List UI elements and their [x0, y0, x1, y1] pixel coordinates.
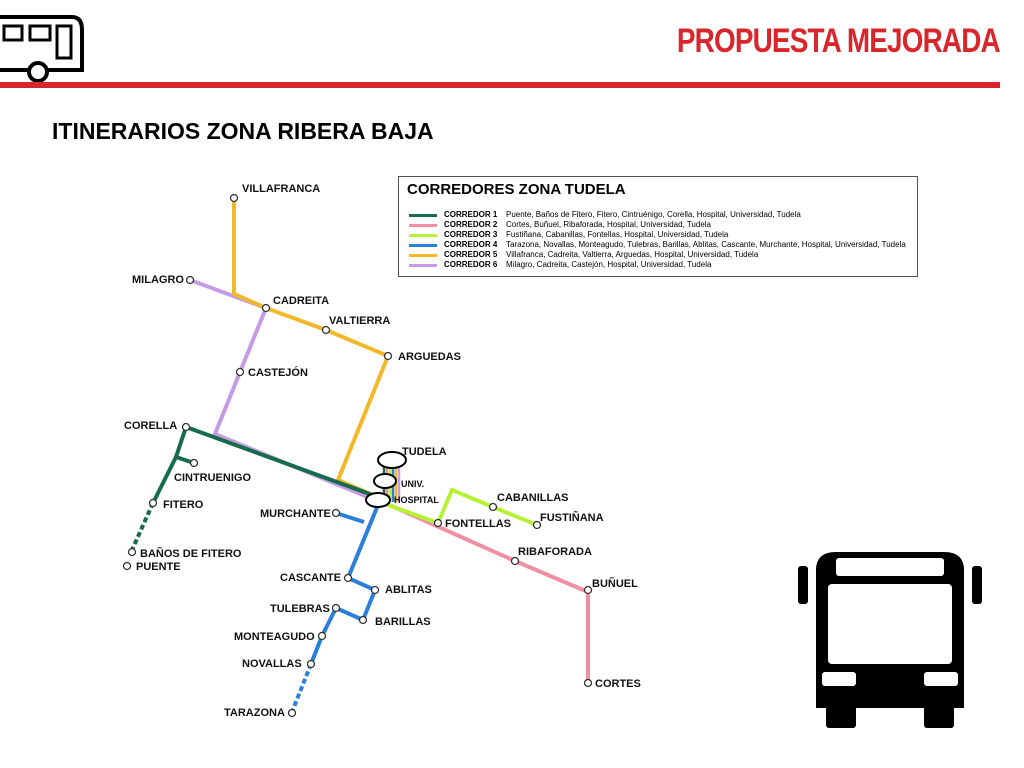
label-murchante: MURCHANTE — [260, 508, 331, 520]
hospital-stop — [366, 493, 390, 507]
label-monteagudo: MONTEAGUDO — [234, 631, 315, 643]
corredor-4-branch — [336, 513, 364, 522]
legend-label: CORREDOR 4 — [444, 240, 498, 249]
corredor-1-dashed — [132, 503, 153, 550]
corredor-1-line-south — [153, 457, 176, 503]
page-header-title: PROPUESTA MEJORADA — [677, 22, 1000, 60]
label-tulebras: TULEBRAS — [270, 603, 330, 615]
corredor-1-branch — [176, 427, 194, 463]
legend-label: CORREDOR 2 — [444, 220, 498, 229]
label-ablitas: ABLITAS — [385, 584, 432, 596]
stop-cortes — [585, 680, 592, 687]
label-fustinana: FUSTIÑANA — [540, 512, 604, 524]
corredor-4-dashed — [292, 664, 311, 712]
stop-monteagudo — [319, 633, 326, 640]
corredor-1-line — [186, 427, 378, 497]
legend-route: Puente, Baños de Fitero, Fitero, Cintruénigo, Corella, Hospital, Universidad, Tudela — [506, 210, 801, 219]
corredor-4-line — [311, 505, 378, 664]
label-fitero: FITERO — [163, 499, 204, 511]
legend-label: CORREDOR 5 — [444, 250, 498, 259]
label-cintruenigo: CINTRUENIGO — [174, 472, 251, 484]
label-univ: UNIV. — [401, 479, 425, 489]
stop-cadreita — [263, 305, 270, 312]
label-novallas: NOVALLAS — [242, 658, 302, 670]
stop-arguedas — [385, 353, 392, 360]
stop-milagro — [187, 277, 194, 284]
label-ribaforada: RIBAFORADA — [518, 546, 592, 558]
legend-title: CORREDORES ZONA TUDELA — [407, 181, 626, 198]
stop-valtierra — [323, 327, 330, 334]
label-banos-fitero: BAÑOS DE FITERO — [140, 548, 242, 560]
label-valtierra: VALTIERRA — [329, 315, 391, 327]
label-cabanillas: CABANILLAS — [497, 492, 569, 504]
legend-route: Villafranca, Cadreita, Valtierra, Arguedas, Hospital, Universidad, Tudela — [506, 250, 759, 259]
label-hospital: HOSPITAL — [394, 495, 439, 505]
legend-route: Fustiñana, Cabanillas, Fontellas, Hospital, Universidad, Tudela — [506, 230, 729, 239]
stop-castejon — [237, 369, 244, 376]
label-cascante: CASCANTE — [280, 572, 342, 584]
label-castejon: CASTEJÓN — [248, 367, 308, 379]
label-cortes: CORTES — [595, 678, 641, 690]
label-tudela: TUDELA — [402, 446, 447, 458]
stop-puente — [124, 563, 131, 570]
stop-cabanillas — [490, 504, 497, 511]
legend-label: CORREDOR 6 — [444, 260, 498, 269]
label-arguedas: ARGUEDAS — [398, 351, 461, 363]
stop-fitero — [150, 500, 157, 507]
stop-tulebras — [333, 605, 340, 612]
label-barillas: BARILLAS — [375, 616, 431, 628]
stop-novallas — [308, 661, 315, 668]
univ-stop — [374, 474, 396, 488]
stop-murchante — [333, 510, 340, 517]
stop-corella — [183, 424, 190, 431]
stop-villafranca — [231, 195, 238, 202]
stop-banos-fitero — [129, 549, 136, 556]
stop-barillas — [360, 617, 367, 624]
label-fontellas: FONTELLAS — [445, 518, 511, 530]
stop-cintruenigo — [191, 460, 198, 467]
legend-route: Tarazona, Novallas, Monteagudo, Tulebras, Barillas, Ablitas, Cascante, Murchante, Hospital, Universidad, Tudela — [506, 240, 906, 249]
label-milagro: MILAGRO — [132, 274, 184, 286]
stop-tarazona — [289, 710, 296, 717]
label-corella: CORELLA — [124, 420, 178, 432]
bus-front-icon — [796, 548, 986, 732]
stop-bunuel — [585, 587, 592, 594]
stop-ablitas — [372, 587, 379, 594]
legend-route: Milagro, Cadreita, Castejón, Hospital, Universidad, Tudela — [506, 260, 712, 269]
label-tarazona: TARAZONA — [224, 707, 285, 719]
stop-cascante — [345, 575, 352, 582]
label-puente: PUENTE — [136, 561, 181, 573]
section-title: ITINERARIOS ZONA RIBERA BAJA — [52, 118, 434, 144]
stop-fontellas — [435, 520, 442, 527]
label-villafranca: VILLAFRANCA — [242, 183, 321, 195]
label-cadreita: CADREITA — [273, 295, 330, 307]
legend-label: CORREDOR 3 — [444, 230, 498, 239]
label-bunuel: BUÑUEL — [592, 578, 638, 590]
legend-route: Cortes, Buñuel, Ribaforada, Hospital, Universidad, Tudela — [506, 220, 711, 229]
stop-ribaforada — [512, 558, 519, 565]
legend-label: CORREDOR 1 — [444, 210, 498, 219]
